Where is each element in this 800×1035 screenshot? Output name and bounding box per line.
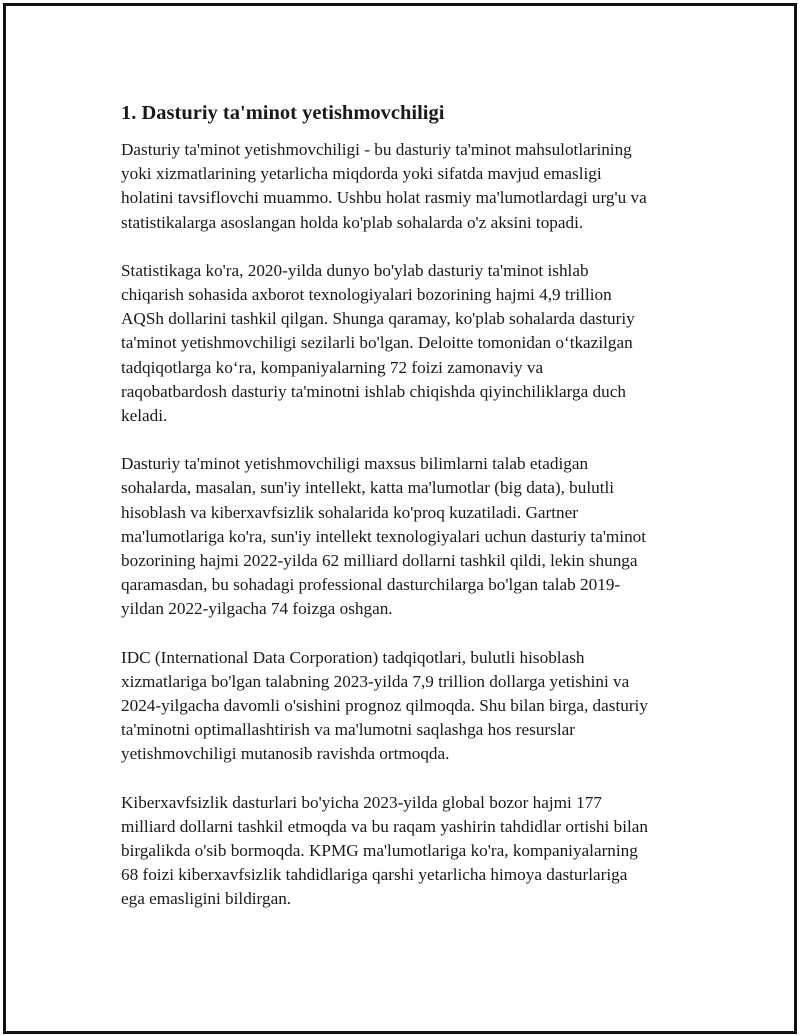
paragraph-2: Statistikaga ko'ra, 2020-yilda dunyo bo'ylab dasturiy ta'minot ishlab chiqarish sohasida axborot texnologiyalari bozorining hajmi 4,9 trillion AQSh dollarini tashkil qilgan. Shunga qaramay, ko'plab sohalarda dasturiy ta'minot yetishmovchiligi sezilarli bo'lgan. Deloitte tomonidan o‘tkazilgan tadqiqotlarga ko‘ra, kompaniyalarning 72 foizi zamonaviy va raqobatbardosh dasturiy ta'minotni ishlab chiqishda qiyinchiliklarga duch keladi. — [121, 260, 635, 426]
page-border — [3, 3, 797, 1034]
document-body — [121, 99, 701, 936]
paragraph-3: Dasturiy ta'minot yetishmovchiligi maxsus bilimlarni talab etadigan sohalarda, masalan, sun'iy intellekt, katta ma'lumotlar (big data), bulutli hisoblash va kiberxavfsizlik sohalarida ko'proq kuzatiladi. Gartner ma'lumotlariga ko'ra, sun'iy intellekt texnologiyalari uchun dasturiy ta'minot bozorining hajmi 2022-yilda 62 milliard dollarni tashkil qildi, lekin shunga qaramasdan, bu sohadagi professional dasturchilarga bo'lgan talab 2019- yildan 2022-yilgacha 74 foizga oshgan. — [121, 454, 647, 619]
document-title: 1. Dasturiy ta'minot yetishmovchiligi — [121, 102, 445, 124]
paragraph-5: Kiberxavfsizlik dasturlari bo'yicha 2023-yilda global bozor hajmi 177 milliard dollarni tashkil etmoqda va bu raqam yashirin tahdidlar ortishi bilan birgalikda o'sib bormoqda. KPMG ma'lumotlariga ko'ra, kompaniyalarning 68 foizi kiberxavfsizlik tahdidlariga qarshi yetarlicha himoya dasturlariga ega emasligini bildirgan. — [121, 792, 648, 909]
paragraph-4: IDC (International Data Corporation) tadqiqotlari, bulutli hisoblash xizmatlariga bo'lgan talabning 2023-yilda 7,9 trillion dollarga yetishini va 2024-yilgacha davomli o'sishini prognoz qilmoqda. Shu bilan birga, dasturiy ta'minotni optimallashtirish va ma'lumotni saqlashga hos resurslar yetishmovchiligi mutanosib ravishda ortmoqda. — [121, 647, 648, 764]
paragraph-1: Dasturiy ta'minot yetishmovchiligi - bu dasturiy ta'minot mahsulotlarining yoki xizmatlarining yetarlicha miqdorda yoki sifatda mavjud emasligi holatini tavsiflovchi muammo. Ushbu holat rasmiy ma'lumotlardagi urg'u va statistikalarga asoslangan holda ko'plab sohalarda o'z aksini topadi. — [121, 140, 647, 232]
